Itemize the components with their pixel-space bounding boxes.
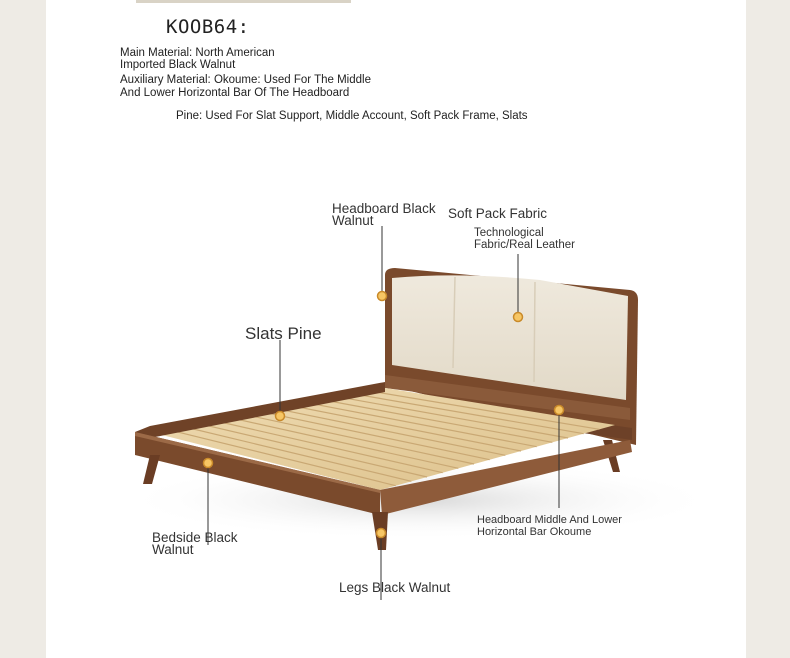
callout-soft-pack-line2: Fabric/Real Leather [474,239,575,251]
marker-dot-bedside [204,459,213,468]
callout-soft-pack-line1: Technological [474,227,544,239]
product-code: KOOB64: [166,16,250,38]
callout-bedside-line2: Walnut [152,542,194,557]
upholstery-seam-2 [534,282,535,382]
callout-headboard-bar-line1: Headboard Middle And Lower [477,514,622,526]
aux-material-line2: And Lower Horizontal Bar Of The Headboard [120,87,350,99]
callout-bedside-line1: Bedside Black [152,530,238,545]
aux-material-line1: Auxiliary Material: Okoume: Used For The Middle [120,74,371,86]
callout-soft-pack-detail [474,227,575,251]
callout-slats: Slats Pine [245,324,322,343]
pine-note: Pine: Used For Slat Support, Middle Account, Soft Pack Frame, Slats [176,110,528,122]
callout-soft-pack-title: Soft Pack Fabric [448,206,548,221]
main-material-line1: Main Material: North American [120,47,275,59]
callout-headboard-line1: Headboard Black [332,201,436,216]
callout-bedside [152,532,238,556]
marker-dot-legs [377,529,386,538]
marker-dot-soft-pack [514,313,523,322]
marker-dot-headboard-bar [555,406,564,415]
callout-headboard-line2: Walnut [332,213,374,228]
callout-legs: Legs Black Walnut [339,580,451,595]
marker-dot-slats [276,412,285,421]
callout-headboard-bar [477,514,622,538]
callout-headboard [332,203,436,227]
marker-dot-headboard [378,292,387,301]
callout-headboard-bar-line2: Horizontal Bar Okoume [477,526,592,538]
main-material-line2: Imported Black Walnut [120,59,236,71]
front-left-leg [143,455,160,484]
